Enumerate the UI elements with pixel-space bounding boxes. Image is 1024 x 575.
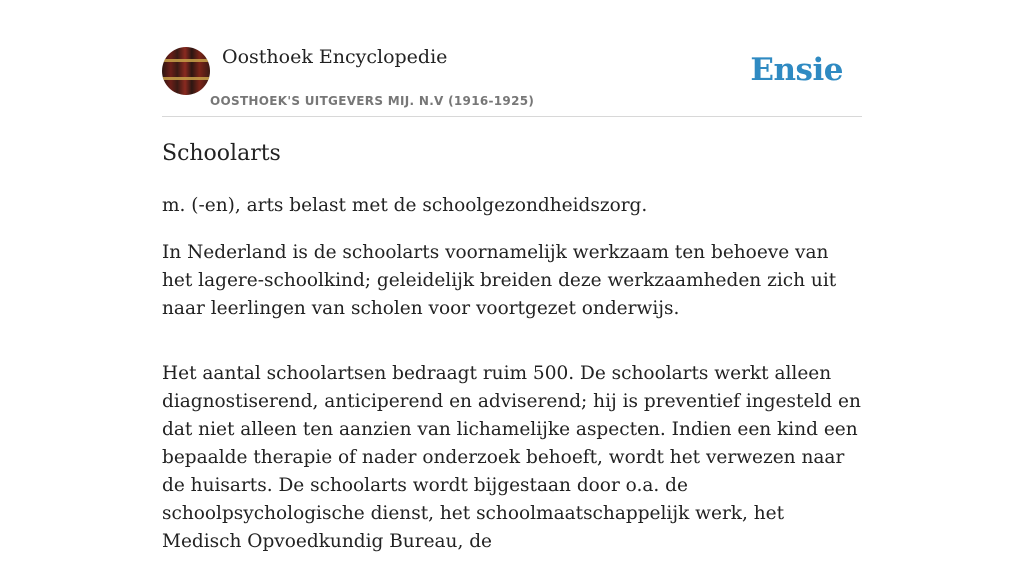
- source-avatar[interactable]: [162, 47, 210, 95]
- page-title: Schoolarts: [162, 141, 281, 166]
- source-title[interactable]: Oosthoek Encyclopedie: [222, 46, 448, 68]
- publisher-label: OOSTHOEK'S UITGEVERS MIJ. N.V (1916-1925): [210, 94, 535, 108]
- avatar-band: [162, 59, 210, 62]
- header: [162, 42, 862, 117]
- avatar-band: [162, 77, 210, 80]
- body-paragraph: Het aantal schoolartsen bedraagt ruim 500. De schoolarts werkt alleen diagnostiserend, anticiperend en adviserend; hij is preventief ingesteld en dat niet alleen ten aanzien van lichamelijke aspecten. Indien een kind een bepaalde therapie of nader onderzoek behoeft, wordt het verwezen naar de huisarts. De schoolarts wordt bijgestaan door o.a. de schoolpsychologische dienst, het schoolmaatschappelijk werk, het Medisch Opvoedkundig Bureau, de: [162, 363, 861, 552]
- definition-text: m. (-en), arts belast met de schoolgezondheidszorg.: [162, 195, 648, 216]
- brand-logo[interactable]: Ensie: [750, 52, 843, 88]
- entry-content: [162, 192, 862, 575]
- body-paragraph: In Nederland is de schoolarts voornamelijk werkzaam ten behoeve van het lagere-schoolkind; geleidelijk breiden deze werkzaamheden zich uit naar leerlingen van scholen voor voortgezet onderwijs.: [162, 242, 837, 319]
